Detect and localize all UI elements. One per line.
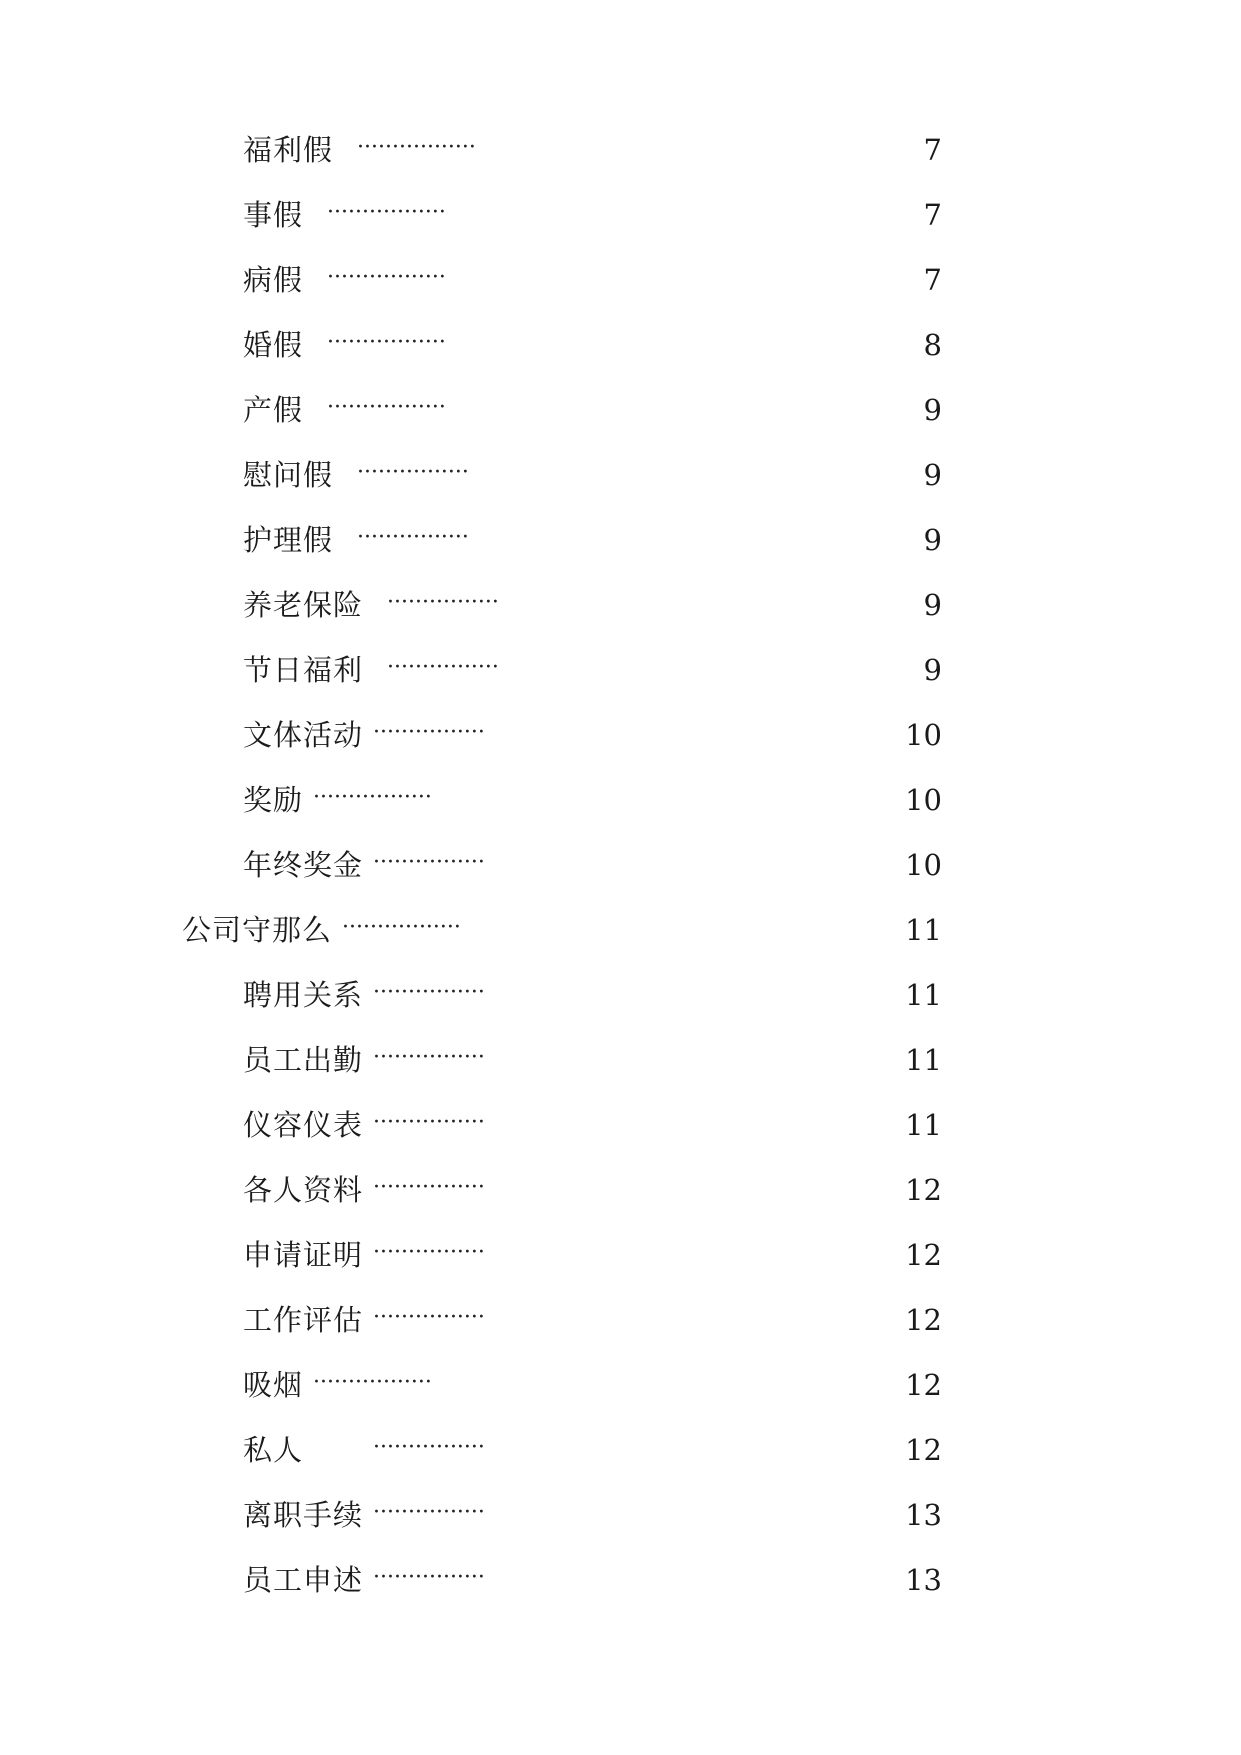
- toc-page-number: 11: [905, 913, 942, 947]
- toc-leader-dots: ················: [373, 1565, 485, 1590]
- toc-entry-title: 奖励: [243, 783, 304, 817]
- toc-entry-title: 福利假: [243, 133, 334, 167]
- toc-entry-title: 养老保险: [243, 588, 364, 622]
- toc-leader-dots: ················: [373, 980, 485, 1005]
- toc-leader-dots: ·················: [327, 330, 446, 355]
- toc-entry[interactable]: [243, 1168, 485, 1212]
- toc-entry[interactable]: [243, 258, 446, 302]
- toc-page-number: 12: [905, 1238, 942, 1272]
- toc-page-number: 11: [905, 1043, 942, 1077]
- toc-entry-title: 工作评估: [243, 1303, 364, 1337]
- toc-leader-dots: ·················: [313, 785, 432, 810]
- toc-page-number: 11: [905, 1108, 942, 1142]
- toc-page-number: 10: [905, 783, 942, 817]
- toc-entry-title: 节日福利: [243, 653, 364, 687]
- toc-page-number: 9: [923, 458, 942, 492]
- toc-leader-dots: ················: [373, 850, 485, 875]
- toc-entry[interactable]: [243, 648, 499, 692]
- toc-entry-title: 文体活动: [243, 718, 364, 752]
- toc-entry[interactable]: [243, 1493, 485, 1537]
- toc-page-number: 8: [923, 328, 942, 362]
- toc-page-number: 7: [923, 133, 942, 167]
- toc-page-number: 9: [923, 523, 942, 557]
- toc-entry-title: 员工申述: [243, 1563, 364, 1597]
- toc-page-number: 10: [905, 848, 942, 882]
- toc-leader-dots: ·················: [327, 395, 446, 420]
- toc-leader-dots: ·················: [357, 135, 476, 160]
- toc-leader-dots: ················: [357, 525, 469, 550]
- toc-page-number: 13: [905, 1563, 942, 1597]
- toc-entry[interactable]: [243, 518, 469, 562]
- toc-entry[interactable]: [243, 1298, 485, 1342]
- toc-entry-title: 私人: [243, 1433, 304, 1467]
- toc-leader-dots: ················: [357, 460, 469, 485]
- toc-leader-dots: ················: [387, 655, 499, 680]
- toc-leader-dots: ·················: [327, 200, 446, 225]
- toc-entry[interactable]: [243, 193, 446, 237]
- toc-entry[interactable]: [243, 1363, 432, 1407]
- toc-entry[interactable]: [243, 1038, 485, 1082]
- toc-leader-dots: ················: [373, 1240, 485, 1265]
- toc-entry[interactable]: [243, 1103, 485, 1147]
- toc-leader-dots: ················: [373, 1175, 485, 1200]
- toc-entry-title: 病假: [243, 263, 304, 297]
- toc-leader-dots: ·················: [327, 265, 446, 290]
- toc-page-number: 7: [923, 263, 942, 297]
- toc-page-number: 7: [923, 198, 942, 232]
- toc-leader-dots: ················: [373, 1435, 485, 1460]
- toc-entry-title: 护理假: [243, 523, 334, 557]
- toc-page-number: 12: [905, 1433, 942, 1467]
- toc-entry[interactable]: [243, 1233, 485, 1277]
- toc-entry-title: 员工出勤: [243, 1043, 364, 1077]
- toc-leader-dots: ················: [373, 1305, 485, 1330]
- toc-entry-title: 产假: [243, 393, 304, 427]
- toc-section-entry[interactable]: [182, 908, 461, 952]
- toc-leader-dots: ················: [373, 1045, 485, 1070]
- toc-entry[interactable]: [243, 843, 485, 887]
- toc-page-number: 12: [905, 1173, 942, 1207]
- toc-entry[interactable]: [243, 323, 446, 367]
- toc-entry-title: 年终奖金: [243, 848, 364, 882]
- toc-leader-dots: ·················: [342, 915, 461, 940]
- toc-page-number: 9: [923, 588, 942, 622]
- toc-leader-dots: ················: [387, 590, 499, 615]
- toc-leader-dots: ·················: [313, 1370, 432, 1395]
- toc-entry[interactable]: [243, 1428, 485, 1472]
- toc-entry-title: 聘用关系: [243, 978, 364, 1012]
- toc-page-number: 10: [905, 718, 942, 752]
- toc-entry[interactable]: [243, 778, 432, 822]
- toc-entry[interactable]: [243, 128, 476, 172]
- toc-page-number: 11: [905, 978, 942, 1012]
- toc-page-number: 13: [905, 1498, 942, 1532]
- toc-entry-title: 仪容仪表: [243, 1108, 364, 1142]
- toc-entry-title: 慰问假: [243, 458, 334, 492]
- toc-entry[interactable]: [243, 973, 485, 1017]
- toc-entry[interactable]: [243, 583, 499, 627]
- toc-entry-title: 吸烟: [243, 1368, 304, 1402]
- toc-page-number: 9: [923, 653, 942, 687]
- toc-page-number: 12: [905, 1368, 942, 1402]
- toc-page-number: 9: [923, 393, 942, 427]
- toc-entry[interactable]: [243, 388, 446, 432]
- toc-entry[interactable]: [243, 1558, 485, 1602]
- toc-entry-title: 各人资料: [243, 1173, 364, 1207]
- toc-entry[interactable]: [243, 453, 469, 497]
- toc-entry-title: 婚假: [243, 328, 304, 362]
- toc-page-number: 12: [905, 1303, 942, 1337]
- toc-entry-title: 离职手续: [243, 1498, 364, 1532]
- toc-leader-dots: ················: [373, 1500, 485, 1525]
- toc-entry-title: 事假: [243, 198, 304, 232]
- toc-leader-dots: ················: [373, 720, 485, 745]
- toc-section-title: 公司守那么: [182, 913, 333, 947]
- toc-entry[interactable]: [243, 713, 485, 757]
- toc-entry-title: 申请证明: [243, 1238, 364, 1272]
- toc-leader-dots: ················: [373, 1110, 485, 1135]
